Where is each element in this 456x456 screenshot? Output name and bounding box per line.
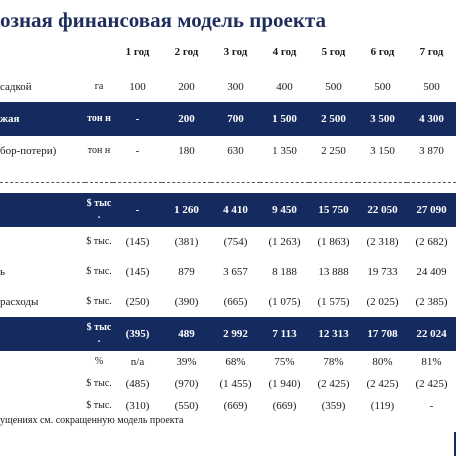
cell-value: (669) bbox=[223, 400, 248, 412]
year-header: 1 год bbox=[125, 46, 150, 58]
cell-value: (1 575) bbox=[317, 296, 350, 308]
cell-value: 3 150 bbox=[370, 145, 395, 157]
row-unit: тон н bbox=[85, 102, 113, 136]
cell-value: - bbox=[113, 193, 162, 227]
cell-value: 78% bbox=[323, 356, 344, 368]
row-label bbox=[0, 317, 85, 351]
year-header: 7 год bbox=[419, 46, 444, 58]
cell-value: 17 708 bbox=[358, 317, 407, 351]
cell-value: (754) bbox=[223, 236, 248, 248]
row-label bbox=[0, 351, 85, 373]
row-label: ь bbox=[0, 266, 6, 278]
cell-value: (485) bbox=[125, 378, 150, 390]
cell-value: (970) bbox=[174, 378, 199, 390]
cell-value: (2 318) bbox=[366, 236, 399, 248]
row-label: расходы bbox=[0, 296, 39, 308]
row-unit: % bbox=[94, 356, 104, 367]
cell-value: (119) bbox=[370, 400, 395, 412]
cell-value: 3 500 bbox=[358, 102, 407, 136]
cell-value: 500 bbox=[423, 81, 440, 93]
cell-value: 12 313 bbox=[309, 317, 358, 351]
row-unit: $ тыс . bbox=[85, 317, 113, 351]
cell-value: 4 300 bbox=[407, 102, 456, 136]
cell-value: (1 075) bbox=[268, 296, 301, 308]
cell-value: - bbox=[429, 400, 434, 412]
year-header: 4 год bbox=[272, 46, 297, 58]
cell-value: 3 657 bbox=[223, 266, 248, 278]
spacer-row bbox=[0, 62, 456, 72]
row-label bbox=[0, 395, 85, 417]
cell-value: 68% bbox=[225, 356, 246, 368]
cell-value: (145) bbox=[125, 266, 150, 278]
cell-value: 7 113 bbox=[260, 317, 309, 351]
row-label: жая bbox=[0, 102, 85, 136]
cell-value: 500 bbox=[374, 81, 391, 93]
cell-value: 2 992 bbox=[211, 317, 260, 351]
cell-value: (2 385) bbox=[415, 296, 448, 308]
cell-value: (395) bbox=[113, 317, 162, 351]
cell-value: - bbox=[113, 102, 162, 136]
row-unit: $ тыс. bbox=[86, 378, 112, 389]
year-header: 5 год bbox=[321, 46, 346, 58]
cell-value: 700 bbox=[211, 102, 260, 136]
cell-value: 1 500 bbox=[260, 102, 309, 136]
cell-value: 8 188 bbox=[272, 266, 297, 278]
cell-value: (1 940) bbox=[268, 378, 301, 390]
cell-value: 19 733 bbox=[367, 266, 398, 278]
table-header-row bbox=[0, 42, 456, 62]
cell-value: (1 863) bbox=[317, 236, 350, 248]
cell-value: (1 455) bbox=[219, 378, 252, 390]
table-row bbox=[0, 287, 456, 317]
cell-value: (250) bbox=[125, 296, 150, 308]
cell-value: 80% bbox=[372, 356, 393, 368]
cell-value: 81% bbox=[421, 356, 442, 368]
table-row bbox=[0, 395, 456, 417]
cell-value: (2 425) bbox=[317, 378, 350, 390]
row-unit: $ тыс . bbox=[85, 193, 113, 227]
cell-value: 13 888 bbox=[318, 266, 349, 278]
cell-value: 879 bbox=[178, 266, 195, 278]
cell-value: 9 450 bbox=[260, 193, 309, 227]
footnote: ущениях см. сокращенную модель проекта bbox=[0, 415, 184, 426]
row-label bbox=[0, 227, 85, 257]
row-label: садкой bbox=[0, 81, 32, 93]
cell-value: 2 500 bbox=[309, 102, 358, 136]
table-row bbox=[0, 227, 456, 257]
cell-value: 27 090 bbox=[407, 193, 456, 227]
cell-value: (2 425) bbox=[415, 378, 448, 390]
cell-value: (2 425) bbox=[366, 378, 399, 390]
cell-value: 22 050 bbox=[358, 193, 407, 227]
cell-value: 100 bbox=[129, 81, 146, 93]
cell-value: 630 bbox=[227, 145, 244, 157]
cell-value: 15 750 bbox=[309, 193, 358, 227]
cell-value: 200 bbox=[178, 81, 195, 93]
cell-value: 200 bbox=[162, 102, 211, 136]
year-header: 3 год bbox=[223, 46, 248, 58]
cell-value: 22 024 bbox=[407, 317, 456, 351]
cell-value: n/a bbox=[130, 356, 145, 368]
cell-value: (359) bbox=[321, 400, 346, 412]
cell-value: (2 682) bbox=[415, 236, 448, 248]
row-unit: $ тыс. bbox=[86, 296, 112, 307]
row-label bbox=[0, 193, 85, 227]
cell-value: 489 bbox=[162, 317, 211, 351]
row-unit: га bbox=[94, 81, 104, 92]
cell-value: (390) bbox=[174, 296, 199, 308]
cell-value: (665) bbox=[223, 296, 248, 308]
cell-value: 180 bbox=[178, 145, 195, 157]
table-row bbox=[0, 72, 456, 102]
cell-value: 300 bbox=[227, 81, 244, 93]
table-row bbox=[0, 136, 456, 166]
table-row bbox=[0, 317, 456, 351]
financial-model-table bbox=[0, 42, 456, 417]
table-row bbox=[0, 193, 456, 227]
year-header: 6 год bbox=[370, 46, 395, 58]
cell-value: - bbox=[135, 145, 140, 157]
cell-value: 39% bbox=[176, 356, 197, 368]
cell-value: (1 263) bbox=[268, 236, 301, 248]
row-label bbox=[0, 373, 85, 395]
row-unit: $ тыс. bbox=[86, 400, 112, 411]
cell-value: 400 bbox=[276, 81, 293, 93]
cell-value: (381) bbox=[174, 236, 199, 248]
dashed-separator bbox=[0, 166, 456, 183]
cell-value: 1 260 bbox=[162, 193, 211, 227]
cell-value: (550) bbox=[174, 400, 199, 412]
cell-value: (145) bbox=[125, 236, 150, 248]
cell-value: (669) bbox=[272, 400, 297, 412]
cell-value: (310) bbox=[125, 400, 150, 412]
bottom-crop bbox=[0, 447, 456, 456]
row-unit: тон н bbox=[87, 145, 111, 156]
row-unit: $ тыс. bbox=[86, 236, 112, 247]
table-row bbox=[0, 351, 456, 373]
cell-value: 500 bbox=[325, 81, 342, 93]
year-header: 2 год bbox=[174, 46, 199, 58]
table-row bbox=[0, 257, 456, 287]
cell-value: 75% bbox=[274, 356, 295, 368]
row-label: бор-потери) bbox=[0, 145, 57, 157]
page-title: озная финансовая модель проекта bbox=[0, 8, 327, 32]
spacer-row bbox=[0, 183, 456, 194]
cell-value: 1 350 bbox=[272, 145, 297, 157]
table-row bbox=[0, 102, 456, 136]
table-row bbox=[0, 373, 456, 395]
cell-value: 3 870 bbox=[419, 145, 444, 157]
row-unit: $ тыс. bbox=[86, 266, 112, 277]
cell-value: 4 410 bbox=[211, 193, 260, 227]
cell-value: 2 250 bbox=[321, 145, 346, 157]
cell-value: (2 025) bbox=[366, 296, 399, 308]
cell-value: 24 409 bbox=[416, 266, 447, 278]
